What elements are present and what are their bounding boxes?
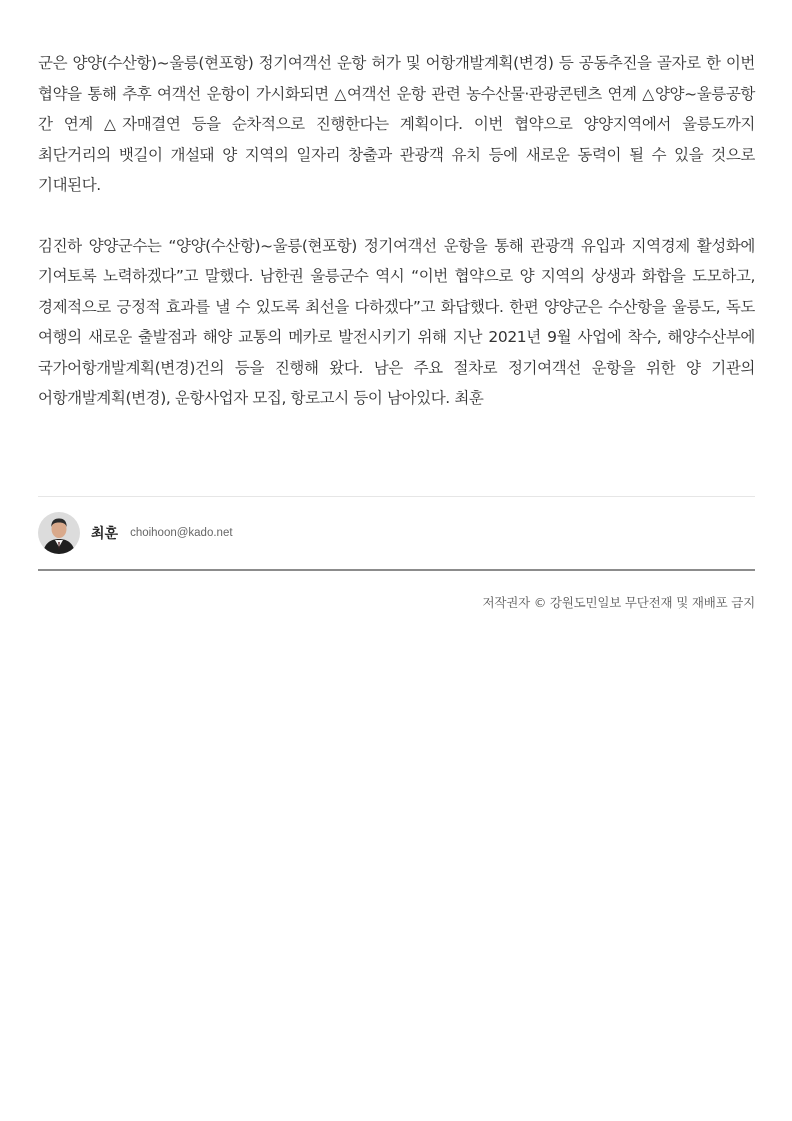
byline-divider-top xyxy=(38,496,755,497)
reporter-avatar xyxy=(38,512,80,554)
article-paragraph: 군은 양양(수산항)~울릉(현포항) 정기여객선 운항 허가 및 어항개발계획(변경) 등 공동추진을 골자로 한 이번 협약을 통해 추후 여객선 운항이 가시화되면 △여객선 운항 관련 농수산물·관광콘텐츠 연계 △양양~울릉공항 간 연계 △자매결연 등을 순차적으로 진행한다는 계획이다. 이번 협약으로 양양지역에서 울릉도까지 최단거리의 뱃길이 개설돼 양 지역의 일자리 창출과 관광객 유치 등에 새로운 동력이 될 수 있을 것으로 기대된다. xyxy=(38,54,755,194)
reporter-photo-icon xyxy=(38,512,80,554)
reporter-byline xyxy=(38,511,233,555)
reporter-email-link[interactable]: choihoon@kado.net xyxy=(130,527,233,539)
byline-divider-bottom xyxy=(38,569,755,571)
reporter-name: 최훈 xyxy=(91,526,119,542)
article-paragraph: 김진하 양양군수는 “양양(수산항)~울릉(현포항) 정기여객선 운항을 통해 관광객 유입과 지역경제 활성화에 기여토록 노력하겠다”고 말했다. 남한권 울릉군수 역시 “이번 협약으로 양 지역의 상생과 화합을 도모하고, 경제적으로 긍정적 효과를 낼 수 있도록 최선을 다하겠다”고 화답했다. 한편 양양군은 수산항을 울릉도, 독도 여행의 새로운 출발점과 해양 교통의 메카로 발전시키기 위해 지난 2021년 9월 사업에 착수, 해양수산부에 국가어항개발계획(변경)건의 등을 진행해 왔다. 남은 주요 절차로 정기여객선 운항을 위한 양 기관의 어항개발계획(변경), 운항사업자 모집, 항로고시 등이 남아있다. 최훈 xyxy=(38,236,755,407)
article-body xyxy=(38,48,755,414)
copyright-notice: 저작권자 © 강원도민일보 무단전재 및 재배포 금지 xyxy=(482,595,755,610)
